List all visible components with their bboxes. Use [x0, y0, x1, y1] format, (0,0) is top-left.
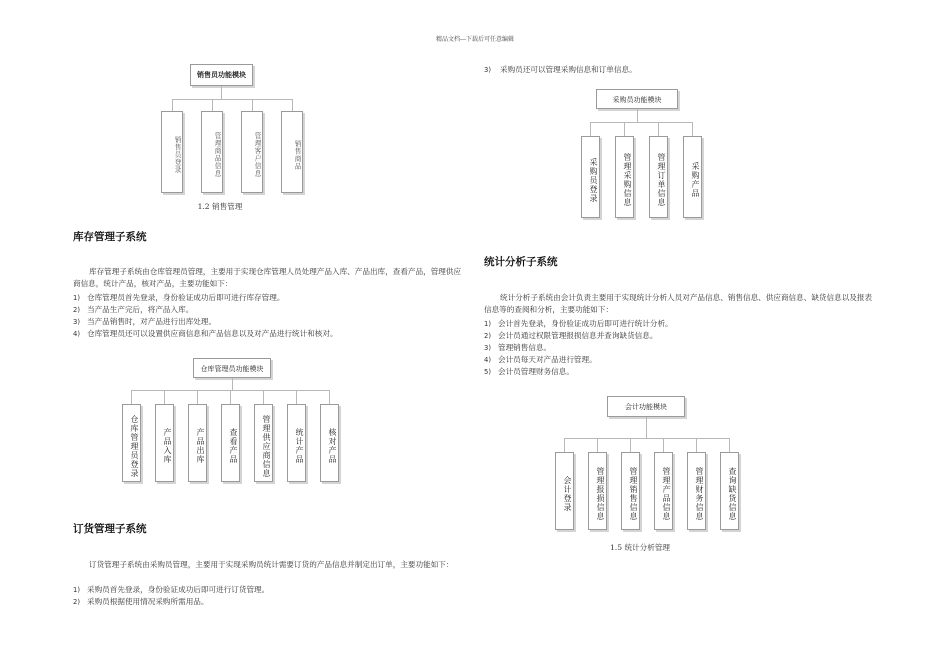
list-item: 2) 会计员通过权限管理报损信息并查询缺货信息。	[484, 331, 658, 340]
connector-line	[729, 438, 730, 452]
list-item: 5) 会计员管理财务信息。	[484, 367, 574, 376]
sales-module-diagram	[150, 64, 320, 199]
connector-line	[252, 99, 253, 111]
connector-line	[296, 390, 297, 404]
accounting-child-box: 管理报损信息	[588, 452, 607, 530]
list-item: 3) 当产品销售时，对产品进行出库处理。	[73, 317, 217, 326]
stats-intro-text: 统计分析子系统由会计负责主要用于实现统计分析人员对产品信息、销售信息、供应商信息、缺货信息以及报表信息等的查阅和分析，主要功能如下：	[484, 293, 873, 314]
inventory-intro	[73, 266, 465, 290]
connector-line	[212, 99, 213, 111]
connector-line	[590, 122, 591, 136]
connector-line	[221, 86, 222, 99]
connector-line	[630, 438, 631, 452]
accounting-module-diagram	[552, 396, 752, 536]
list-item: 4) 仓库管理员还可以设置供应商信息和产品信息以及对产品进行统计和核对。	[73, 329, 338, 338]
accounting-child-box: 管理产品信息	[654, 452, 673, 530]
connector-line	[663, 438, 664, 452]
order-intro-text: 订货管理子系统由采购员管理，主要用于实现采购员统计需要订货的产品信息并制定出订单，主要功能如下：	[89, 560, 454, 569]
sales-figure-caption: 1.2 销售管理	[197, 202, 243, 211]
order-list	[73, 584, 269, 608]
accounting-child-box: 查询缺货信息	[720, 452, 739, 530]
accounting-child-box: 管理财务信息	[687, 452, 706, 530]
purchase-root-box: 采购员功能模块	[596, 89, 678, 109]
stats-intro	[484, 292, 876, 316]
stats-section-title: 统计分析子系统	[484, 256, 558, 268]
warehouse-child-box: 统计产品	[287, 404, 306, 482]
warehouse-child-box: 产品出库	[188, 404, 207, 482]
inventory-section-title: 库存管理子系统	[73, 231, 147, 243]
warehouse-child-box: 产品入库	[155, 404, 174, 482]
connector-line	[692, 122, 693, 136]
connector-line	[197, 390, 198, 404]
connector-line	[624, 122, 625, 136]
warehouse-root-box: 仓库管理员功能模块	[193, 358, 271, 378]
list-item: 4) 会计员每天对产品进行管理。	[484, 355, 597, 364]
connector-line	[590, 122, 692, 123]
purchase-child-box: 采购员登录	[581, 136, 600, 218]
connector-line	[637, 109, 638, 122]
sales-root-box: 销售员功能模块	[190, 64, 253, 86]
inventory-intro-text: 库存管理子系统由仓库管理员管理，主要用于实现仓库管理人员处理产品入库、产品出库，查看产品，管理供应商信息，统计产品，核对产品，主要功能如下：	[73, 267, 462, 288]
connector-line	[172, 99, 292, 100]
sales-child-box: 销售商品	[281, 111, 303, 193]
page-header-note: 精品文档---下载后可任意编辑	[435, 36, 515, 43]
order-intro	[73, 559, 465, 571]
sales-child-box: 销售员登录	[161, 111, 183, 193]
order-list-continued	[484, 64, 637, 76]
purchase-child-box: 管理订单信息	[649, 136, 668, 218]
accounting-child-box: 会计登录	[555, 452, 574, 530]
sales-child-box: 管理客户信息	[241, 111, 263, 193]
purchase-child-box: 管理采购信息	[615, 136, 634, 218]
accounting-root-box: 会计功能模块	[607, 396, 685, 417]
list-item: 1) 会计首先登录，身份验证成功后即可进行统计分析。	[484, 319, 673, 328]
stats-list	[484, 318, 673, 378]
stats-figure-caption: 1.5 统计分析管理	[609, 543, 671, 552]
connector-line	[329, 390, 330, 404]
connector-line	[232, 378, 233, 390]
connector-line	[292, 99, 293, 111]
connector-line	[597, 438, 598, 452]
sales-child-box: 管理商品信息	[201, 111, 223, 193]
connector-line	[646, 417, 647, 438]
warehouse-child-box: 查看产品	[221, 404, 240, 482]
purchase-module-diagram	[576, 89, 716, 224]
list-item: 2) 采购员根据使用情况采购所需用品。	[73, 597, 209, 606]
warehouse-module-diagram	[118, 358, 348, 490]
list-item: 3) 管理销售信息。	[484, 343, 552, 352]
list-item: 1) 仓库管理员首先登录，身份验证成功后即可进行库存管理。	[73, 293, 285, 302]
connector-line	[172, 99, 173, 111]
accounting-child-box: 管理销售信息	[621, 452, 640, 530]
connector-line	[164, 390, 165, 404]
list-item: 1) 采购员首先登录，身份验证成功后即可进行订货管理。	[73, 585, 270, 594]
list-item: 2) 当产品生产完后，将产品入库。	[73, 305, 194, 314]
warehouse-child-box: 管理供应商信息	[254, 404, 273, 482]
connector-line	[564, 438, 729, 439]
warehouse-child-box: 仓库管理员登录	[122, 404, 141, 482]
inventory-list	[73, 292, 338, 340]
connector-line	[263, 390, 264, 404]
list-item: 3) 采购员还可以管理采购信息和订单信息。	[484, 65, 637, 74]
connector-line	[658, 122, 659, 136]
connector-line	[230, 390, 231, 404]
connector-line	[696, 438, 697, 452]
connector-line	[564, 438, 565, 452]
connector-line	[131, 390, 132, 404]
warehouse-child-box: 核对产品	[320, 404, 339, 482]
purchase-child-box: 采购产品	[683, 136, 702, 218]
order-section-title: 订货管理子系统	[73, 523, 147, 535]
